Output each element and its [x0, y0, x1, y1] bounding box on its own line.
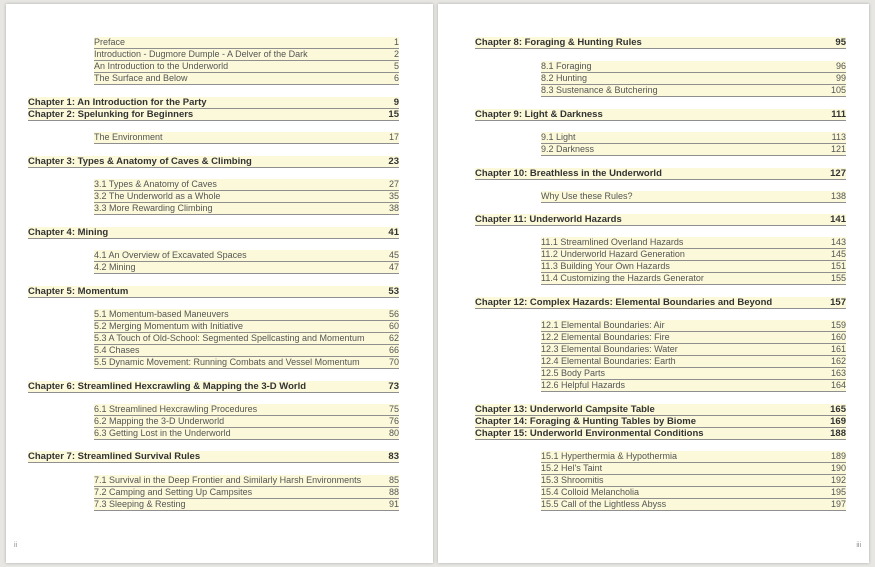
toc-entry-page-number: 45 — [388, 250, 399, 260]
toc-entry-page-number: 197 — [830, 499, 846, 509]
toc-entry-title: Chapter 13: Underworld Campsite Table — [475, 404, 655, 415]
toc-entry-page-number: 161 — [830, 344, 846, 354]
toc-entry-page-number: 113 — [831, 132, 846, 142]
toc-entry-page-number: 165 — [830, 404, 846, 415]
toc-entry-title: Chapter 10: Breathless in the Underworld — [475, 168, 662, 179]
toc-section-entry[interactable] — [94, 475, 399, 487]
toc-entry-page-number: 105 — [830, 85, 846, 95]
toc-chapter-entry[interactable] — [28, 109, 399, 121]
toc-entry-page-number: 141 — [830, 214, 846, 225]
toc-entry-title: Chapter 8: Foraging & Hunting Rules — [475, 37, 642, 48]
toc-entry-title: 15.1 Hyperthermia & Hypothermia — [541, 451, 678, 461]
toc-entry-title: Introduction - Dugmore Dumple - A Delver of the Dark — [94, 49, 308, 59]
toc-entry-title: 8.3 Sustenance & Butchering — [541, 85, 658, 95]
toc-chapter-entry[interactable] — [475, 37, 846, 49]
toc-entry-title: 7.1 Survival in the Deep Frontier and Similarly Harsh Environments — [94, 475, 362, 485]
toc-section-entry[interactable] — [541, 463, 846, 475]
toc-entry-page-number: 9 — [393, 97, 399, 108]
toc-entry-title: Chapter 15: Underworld Environmental Conditions — [475, 428, 704, 439]
toc-entry-title: 6.1 Streamlined Hexcrawling Procedures — [94, 404, 258, 414]
toc-chapter-entry[interactable] — [28, 381, 399, 393]
toc-entry-title: An Introduction to the Underworld — [94, 61, 229, 71]
toc-entry-title: Chapter 6: Streamlined Hexcrawling & Mapping the 3-D World — [28, 381, 307, 392]
toc-entry-page-number: 47 — [388, 262, 399, 272]
toc-section-entry[interactable] — [541, 144, 846, 156]
toc-section-entry[interactable] — [541, 273, 846, 285]
toc-entry-title: Chapter 12: Complex Hazards: Elemental Boundaries and Beyond — [475, 297, 773, 308]
toc-entry-title: Preface — [94, 37, 126, 47]
toc-section-entry[interactable] — [94, 357, 399, 369]
toc-entry-page-number: 164 — [830, 380, 846, 390]
toc-entry-page-number: 83 — [388, 451, 399, 462]
toc-entry-title: 12.6 Helpful Hazards — [541, 380, 626, 390]
toc-section-entry[interactable] — [94, 321, 399, 333]
toc-section-entry[interactable] — [94, 191, 399, 203]
toc-entry-title: 15.4 Colloid Melancholia — [541, 487, 640, 497]
toc-section-entry[interactable] — [94, 262, 399, 274]
toc-entry-page-number: 188 — [830, 428, 846, 439]
toc-entry-title: 15.3 Shroomitis — [541, 475, 604, 485]
toc-entry-title: Chapter 2: Spelunking for Beginners — [28, 109, 194, 120]
toc-chapter-entry[interactable] — [28, 286, 399, 298]
toc-entry-title: 8.2 Hunting — [541, 73, 588, 83]
toc-entry-page-number: 73 — [388, 381, 399, 392]
toc-entry-page-number: 70 — [388, 357, 399, 367]
toc-section-entry[interactable] — [94, 416, 399, 428]
toc-section-entry[interactable] — [541, 451, 846, 463]
toc-section-entry[interactable] — [541, 344, 846, 356]
toc-section-entry[interactable] — [94, 428, 399, 440]
toc-entry-page-number: 195 — [830, 487, 846, 497]
toc-section-entry[interactable] — [541, 61, 846, 73]
toc-entry-page-number: 1 — [393, 37, 399, 47]
right-page — [438, 4, 869, 563]
toc-entry-page-number: 76 — [388, 416, 399, 426]
toc-chapter-entry[interactable] — [475, 297, 846, 309]
toc-section-entry[interactable] — [94, 37, 399, 49]
toc-section-entry[interactable] — [541, 380, 846, 392]
toc-entry-page-number: 85 — [388, 475, 399, 485]
toc-section-entry[interactable] — [541, 368, 846, 380]
toc-section-entry[interactable] — [94, 250, 399, 262]
toc-entry-page-number: 151 — [830, 261, 846, 271]
toc-section-entry[interactable] — [541, 320, 846, 332]
toc-entry-title: 12.5 Body Parts — [541, 368, 606, 378]
toc-entry-page-number: 189 — [830, 451, 846, 461]
toc-section-entry[interactable] — [94, 49, 399, 61]
toc-entry-title: 4.2 Mining — [94, 262, 136, 272]
toc-entry-page-number: 27 — [388, 179, 399, 189]
toc-section-entry[interactable] — [541, 249, 846, 261]
toc-entry-title: 8.1 Foraging — [541, 61, 592, 71]
toc-entry-page-number: 53 — [388, 286, 399, 297]
toc-section-entry[interactable] — [541, 237, 846, 249]
toc-entry-page-number: 96 — [835, 61, 846, 71]
toc-entry-page-number: 60 — [388, 321, 399, 331]
toc-entry-page-number: 91 — [388, 499, 399, 509]
toc-entry-title: 4.1 An Overview of Excavated Spaces — [94, 250, 247, 260]
toc-entry-page-number: 23 — [388, 156, 399, 167]
toc-entry-page-number: 160 — [830, 332, 846, 342]
toc-entry-page-number: 155 — [830, 273, 846, 283]
toc-entry-page-number: 127 — [830, 168, 846, 179]
toc-entry-title: 9.2 Darkness — [541, 144, 595, 154]
toc-entry-page-number: 121 — [830, 144, 846, 154]
toc-entry-page-number: 41 — [388, 227, 399, 238]
toc-entry-page-number: 192 — [830, 475, 846, 485]
toc-entry-page-number: 111 — [831, 109, 846, 120]
toc-chapter-entry[interactable] — [28, 156, 399, 168]
toc-section-entry[interactable] — [541, 499, 846, 511]
toc-entry-page-number: 56 — [388, 309, 399, 319]
toc-entry-page-number: 138 — [830, 191, 846, 201]
toc-section-entry[interactable] — [94, 309, 399, 321]
toc-entry-page-number: 62 — [388, 333, 399, 343]
toc-entry-page-number: 162 — [830, 356, 846, 366]
toc-entry-page-number: 143 — [830, 237, 846, 247]
toc-entry-title: 9.1 Light — [541, 132, 576, 142]
toc-entry-title: 15.2 Hel's Taint — [541, 463, 603, 473]
toc-entry-title: 5.3 A Touch of Old-School: Segmented Spellcasting and Momentum — [94, 333, 365, 343]
toc-entry-title: 5.2 Merging Momentum with Initiative — [94, 321, 244, 331]
toc-chapter-entry[interactable] — [28, 97, 399, 109]
toc-entry-title: Chapter 14: Foraging & Hunting Tables by Biome — [475, 416, 696, 427]
toc-entry-title: Chapter 11: Underworld Hazards — [475, 214, 622, 225]
toc-entry-title: 6.2 Mapping the 3-D Underworld — [94, 416, 225, 426]
toc-entry-page-number: 95 — [835, 37, 846, 48]
toc-entry-page-number: 75 — [388, 404, 399, 414]
toc-section-entry[interactable] — [541, 191, 846, 203]
toc-section-entry[interactable] — [94, 179, 399, 191]
toc-entry-title: Chapter 5: Momentum — [28, 286, 129, 297]
toc-section-entry[interactable] — [541, 332, 846, 344]
toc-section-entry[interactable] — [541, 475, 846, 487]
toc-entry-page-number: 6 — [393, 73, 399, 83]
toc-entry-page-number: 157 — [830, 297, 846, 308]
toc-chapter-entry[interactable] — [475, 416, 846, 428]
toc-entry-title: 6.3 Getting Lost in the Underworld — [94, 428, 231, 438]
toc-chapter-entry[interactable] — [475, 214, 846, 226]
toc-entry-page-number: 35 — [388, 191, 399, 201]
toc-entry-page-number: 2 — [393, 49, 399, 59]
toc-entry-title: The Environment — [94, 132, 163, 142]
toc-entry-page-number: 66 — [388, 345, 399, 355]
toc-entry-title: 5.4 Chases — [94, 345, 140, 355]
toc-chapter-entry[interactable] — [28, 451, 399, 463]
toc-entry-title: 5.5 Dynamic Movement: Running Combats and Vessel Momentum — [94, 357, 360, 367]
toc-section-entry[interactable] — [541, 132, 846, 144]
toc-entry-page-number: 145 — [830, 249, 846, 259]
toc-entry-title: 12.3 Elemental Boundaries: Water — [541, 344, 678, 354]
toc-entry-page-number: 17 — [388, 132, 399, 142]
toc-entry-title: 11.4 Customizing the Hazards Generator — [541, 273, 704, 283]
toc-entry-title: 3.1 Types & Anatomy of Caves — [94, 179, 217, 189]
toc-chapter-entry[interactable] — [475, 428, 846, 440]
toc-section-entry[interactable] — [94, 404, 399, 416]
toc-entry-title: 5.1 Momentum-based Maneuvers — [94, 309, 229, 319]
toc-entry-title: Chapter 4: Mining — [28, 227, 109, 238]
toc-chapter-entry[interactable] — [475, 168, 846, 180]
toc-entry-page-number: 80 — [388, 428, 399, 438]
toc-entry-title: 12.4 Elemental Boundaries: Earth — [541, 356, 676, 366]
toc-section-entry[interactable] — [94, 61, 399, 73]
toc-section-entry[interactable] — [94, 73, 399, 85]
toc-entry-title: 11.3 Building Your Own Hazards — [541, 261, 670, 271]
toc-section-entry[interactable] — [94, 203, 399, 215]
toc-entry-page-number: 159 — [830, 320, 846, 330]
toc-entry-page-number: 88 — [388, 487, 399, 497]
toc-entry-title: 7.3 Sleeping & Resting — [94, 499, 186, 509]
toc-section-entry[interactable] — [541, 356, 846, 368]
toc-entry-title: Why Use these Rules? — [541, 191, 633, 201]
page-number-left: ii — [14, 542, 18, 549]
toc-entry-page-number: 38 — [388, 203, 399, 213]
toc-section-entry[interactable] — [94, 333, 399, 345]
page-number-right: iii — [856, 542, 861, 549]
toc-chapter-entry[interactable] — [475, 404, 846, 416]
toc-entry-title: 11.2 Underworld Hazard Generation — [541, 249, 685, 259]
toc-entry-page-number: 15 — [388, 109, 399, 120]
toc-entry-page-number: 5 — [393, 61, 399, 71]
toc-section-entry[interactable] — [541, 85, 846, 97]
toc-section-entry[interactable] — [94, 487, 399, 499]
toc-entry-title: 15.5 Call of the Lightless Abyss — [541, 499, 667, 509]
toc-entry-title: 12.2 Elemental Boundaries: Fire — [541, 332, 670, 342]
toc-entry-page-number: 169 — [830, 416, 846, 427]
toc-chapter-entry[interactable] — [475, 109, 846, 121]
toc-section-entry[interactable] — [94, 345, 399, 357]
toc-entry-title: 3.3 More Rewarding Climbing — [94, 203, 213, 213]
toc-entry-title: Chapter 9: Light & Darkness — [475, 109, 603, 120]
toc-entry-title: Chapter 1: An Introduction for the Party — [28, 97, 207, 108]
toc-entry-title: 3.2 The Underworld as a Whole — [94, 191, 221, 201]
toc-section-entry[interactable] — [541, 261, 846, 273]
left-page — [6, 4, 433, 563]
toc-entry-page-number: 190 — [830, 463, 846, 473]
toc-section-entry[interactable] — [94, 499, 399, 511]
toc-entry-title: 7.2 Camping and Setting Up Campsites — [94, 487, 253, 497]
toc-section-entry[interactable] — [541, 487, 846, 499]
toc-section-entry[interactable] — [541, 73, 846, 85]
toc-entry-title: Chapter 3: Types & Anatomy of Caves & Climbing — [28, 156, 252, 167]
toc-entry-page-number: 163 — [830, 368, 846, 378]
toc-entry-title: 11.1 Streamlined Overland Hazards — [541, 237, 684, 247]
toc-entry-title: Chapter 7: Streamlined Survival Rules — [28, 451, 201, 462]
toc-entry-page-number: 99 — [835, 73, 846, 83]
toc-entry-title: 12.1 Elemental Boundaries: Air — [541, 320, 665, 330]
toc-chapter-entry[interactable] — [28, 227, 399, 239]
toc-section-entry[interactable] — [94, 132, 399, 144]
toc-entry-title: The Surface and Below — [94, 73, 188, 83]
